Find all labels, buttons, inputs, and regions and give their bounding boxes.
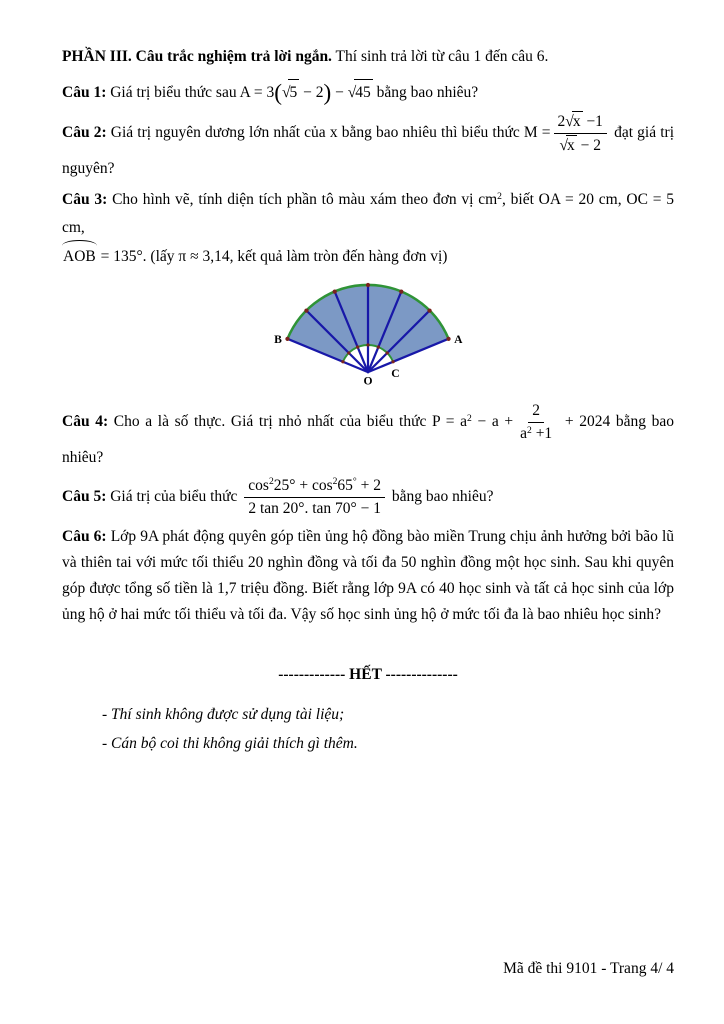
numerator-tail: −1 xyxy=(586,113,603,130)
question-2 xyxy=(62,111,674,182)
label-B: B xyxy=(274,333,282,347)
numerator-coeff: 2 xyxy=(557,113,566,130)
question-2-tail: đạt giá trị nguyên? xyxy=(62,124,675,178)
fraction xyxy=(516,401,556,444)
question-4-tail: bằng bao nhiêu? xyxy=(62,413,675,466)
pi-approx: π ≈ 3,14 xyxy=(178,248,230,266)
formula-tail: + 2024 xyxy=(564,413,611,431)
angle-text: AOB xyxy=(63,248,96,266)
close-paren: ) xyxy=(323,79,332,106)
section-heading-normal: Thí sinh trả lời từ câu 1 đến câu 6. xyxy=(335,48,549,65)
question-6 xyxy=(62,524,674,628)
formula-lhs: A = 3 xyxy=(239,84,275,101)
open-paren: ( xyxy=(274,79,282,106)
sqrt-term xyxy=(559,135,576,156)
arc-hat xyxy=(62,240,97,247)
fraction xyxy=(554,111,607,156)
fan-figure-svg xyxy=(247,276,489,386)
question-2-text: Giá trị nguyên dương lớn nhất của x bằng bao nhiêu thì biểu thức xyxy=(110,124,520,142)
numerator xyxy=(244,476,385,498)
num-angle: 65 xyxy=(337,476,353,494)
radicand: x xyxy=(572,111,583,132)
question-1-tail: bằng bao nhiêu? xyxy=(376,84,479,101)
radicand: x xyxy=(566,135,577,156)
page-footer: Mã đề thi 9101 - Trang 4/ 4 xyxy=(503,960,674,977)
radicand: 5 xyxy=(288,79,299,106)
question-5-text: Giá trị của biểu thức xyxy=(110,487,238,505)
question-1-text: Giá trị biểu thức sau xyxy=(110,84,237,101)
radical-sign: √ xyxy=(347,84,357,101)
fraction xyxy=(244,476,385,519)
question-4-formula xyxy=(432,402,611,443)
section-heading-bold: PHẦN III. Câu trắc nghiệm trả lời ngắn. xyxy=(62,48,332,65)
minus-sign: − xyxy=(335,84,344,101)
question-3 xyxy=(62,187,674,270)
question-3-text-4: , kết quả làm tròn đến hàng đơn vị) xyxy=(229,248,448,266)
angle-notation xyxy=(62,241,97,270)
fan-figure xyxy=(62,276,674,391)
superscript: 2 xyxy=(527,425,532,437)
question-4-text: Cho a là số thực. Giá trị nhỏ nhất của biểu thức xyxy=(113,413,427,431)
end-marker: ------------- HẾT -------------- xyxy=(278,665,458,683)
formula-lhs: M = xyxy=(523,124,551,142)
numerator: 2 xyxy=(528,401,544,423)
radical-sign: √ xyxy=(565,113,574,130)
section-heading xyxy=(62,44,674,70)
question-3-text-3: = 135°. (lấy xyxy=(100,248,175,266)
question-6-text: Lớp 9A phát động quyên góp tiền ủng hộ đồng bào miền Trung chịu ảnh hưởng bởi bão lũ và thiên tai với mức tối thiểu 20 nghìn đồng và tối đa 50 nghìn đồng một học sinh. Sau khi quyên góp được tổng số tiền là 1,7 triệu đồng. Biết rằng lớp 9A có 40 học sinh và tất cả học sinh của lớp ủng hộ ở hai mức tối thiểu và tối đa. Vậy số học sinh ủng hộ ở mức tối đa là bao nhiêu học sinh? xyxy=(62,527,674,623)
denominator xyxy=(555,134,605,156)
sqrt-term xyxy=(565,111,582,132)
cos-term: cos xyxy=(248,476,269,494)
exam-notes xyxy=(102,700,674,758)
question-2-formula xyxy=(523,113,610,155)
label-O: O xyxy=(363,375,373,387)
question-3-text-1: Cho hình vẽ, tính diện tích phần tô màu xám theo đơn vị cm xyxy=(112,191,498,209)
num-tail: + 2 xyxy=(360,476,382,494)
formula-mid: − a + xyxy=(477,413,514,431)
sqrt-term xyxy=(282,79,299,106)
radicand: 45 xyxy=(354,79,373,106)
radical-sign: √ xyxy=(559,137,568,155)
superscript: 2 xyxy=(497,191,502,202)
numerator xyxy=(554,111,607,134)
question-4 xyxy=(62,401,674,470)
question-5-label: Câu 5: xyxy=(62,487,107,505)
question-1-label: Câu 1: xyxy=(62,84,107,101)
question-1 xyxy=(62,79,674,106)
note-2: - Cán bộ coi thi không giải thích gì thêm. xyxy=(102,734,358,752)
question-6-label: Câu 6: xyxy=(62,527,107,545)
superscript: 2 xyxy=(332,476,338,488)
superscript-degree: ° xyxy=(352,476,357,488)
sqrt-term xyxy=(348,79,373,106)
formula-mid: − 2 xyxy=(303,84,324,101)
question-5 xyxy=(62,476,674,519)
denominator-tail: − 2 xyxy=(580,137,601,155)
label-C: C xyxy=(391,367,400,381)
question-1-formula xyxy=(239,79,373,106)
question-3-text-2: , biết OA = 20 cm, OC = 5 cm, xyxy=(62,191,674,237)
superscript: 2 xyxy=(467,413,472,425)
superscript: 2 xyxy=(268,476,274,488)
denominator: 2 tan 20°. tan 70° − 1 xyxy=(248,499,381,517)
num-mid: 25° + cos xyxy=(273,476,333,494)
formula-lhs: P = a xyxy=(432,413,468,431)
label-A: A xyxy=(454,333,463,347)
question-5-tail: bằng bao nhiêu? xyxy=(391,487,494,505)
question-4-label: Câu 4: xyxy=(62,413,109,431)
radical-sign: √ xyxy=(281,84,291,101)
denominator-tail: +1 xyxy=(535,425,553,443)
note-1: - Thí sinh không được sử dụng tài liệu; xyxy=(102,705,345,723)
question-3-label: Câu 3: xyxy=(62,191,108,209)
denominator-base: a xyxy=(520,425,528,443)
question-2-label: Câu 2: xyxy=(62,124,107,142)
denominator xyxy=(516,423,556,444)
